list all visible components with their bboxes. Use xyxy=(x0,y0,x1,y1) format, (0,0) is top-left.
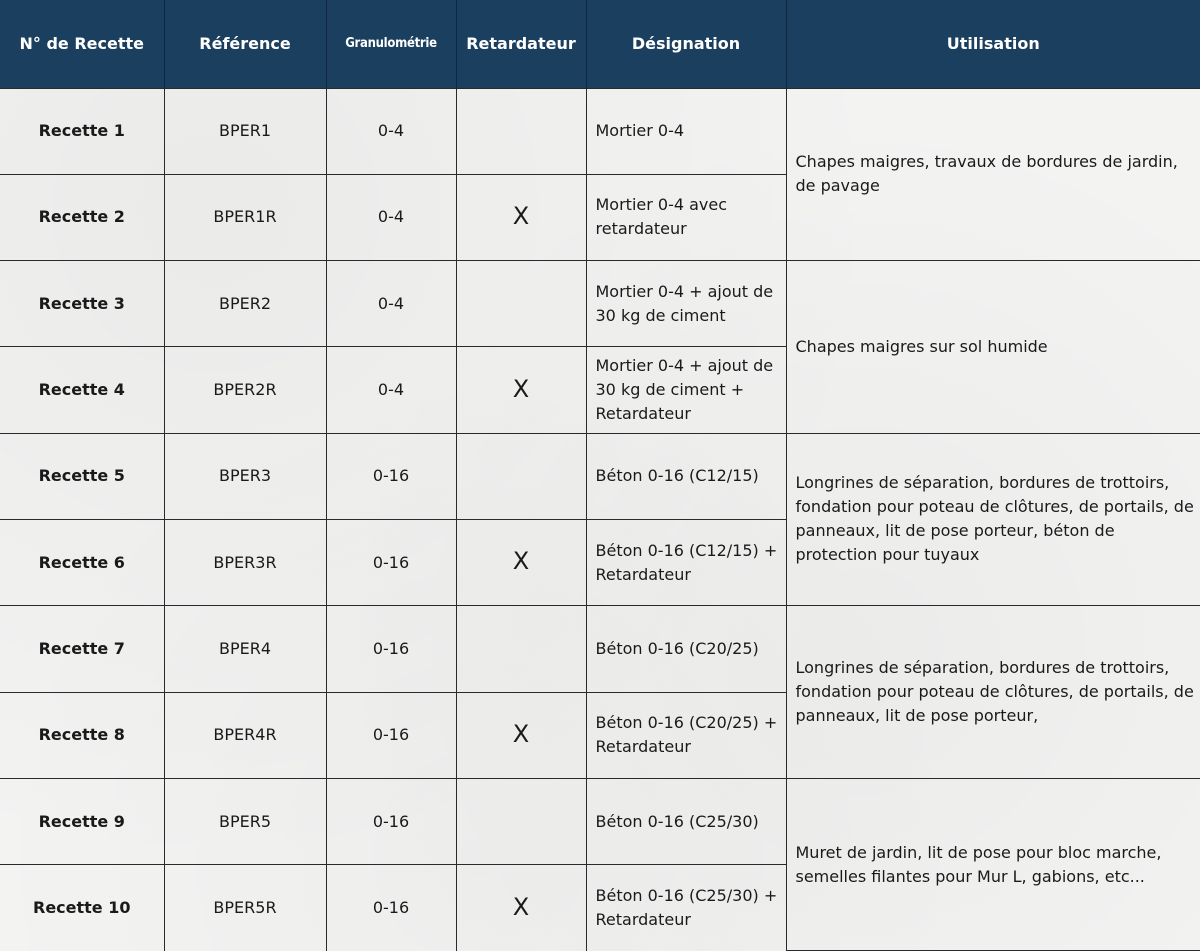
granulometry-cell: 0-16 xyxy=(326,606,456,692)
retarder-cell xyxy=(456,606,586,692)
recipe-number-cell: Recette 1 xyxy=(0,88,164,174)
header-reference: Référence xyxy=(164,0,326,88)
usage-cell: Chapes maigres sur sol humide xyxy=(786,261,1200,434)
granulometry-cell: 0-16 xyxy=(326,519,456,605)
header-granulometry: Granulométrie xyxy=(326,0,456,88)
retarder-cell xyxy=(456,692,586,778)
granulometry-cell: 0-4 xyxy=(326,261,456,347)
reference-cell: BPER4 xyxy=(164,606,326,692)
granulometry-cell: 0-4 xyxy=(326,347,456,433)
retarder-cell xyxy=(456,778,586,864)
granulometry-cell: 0-4 xyxy=(326,174,456,260)
header-usage: Utilisation xyxy=(786,0,1200,88)
retarder-mark: X xyxy=(512,547,530,576)
retarder-mark: X xyxy=(512,719,530,748)
usage-cell: Longrines de séparation, bordures de trottoirs, fondation pour poteau de clôtures, de portails, de panneaux, lit de pose porteur, xyxy=(786,606,1200,779)
recipe-number-cell: Recette 10 xyxy=(0,865,164,951)
recipe-number-cell: Recette 8 xyxy=(0,692,164,778)
header-designation: Désignation xyxy=(586,0,786,88)
table-body xyxy=(0,88,1200,951)
retarder-cell xyxy=(456,347,586,433)
designation-cell: Béton 0-16 (C12/15) + Retardateur xyxy=(586,519,786,605)
retarder-mark: X xyxy=(512,892,530,921)
recipe-number-cell: Recette 9 xyxy=(0,778,164,864)
designation-cell: Mortier 0-4 + ajout de 30 kg de ciment + Retardateur xyxy=(586,347,786,433)
retarder-cell xyxy=(456,88,586,174)
designation-cell: Mortier 0-4 xyxy=(586,88,786,174)
reference-cell: BPER2R xyxy=(164,347,326,433)
retarder-cell xyxy=(456,519,586,605)
reference-cell: BPER5R xyxy=(164,865,326,951)
table-header xyxy=(0,0,1200,88)
retarder-cell xyxy=(456,865,586,951)
recipe-number-cell: Recette 3 xyxy=(0,261,164,347)
retarder-mark: X xyxy=(512,201,530,230)
designation-cell: Béton 0-16 (C20/25) xyxy=(586,606,786,692)
retarder-cell xyxy=(456,174,586,260)
reference-cell: BPER1R xyxy=(164,174,326,260)
retarder-mark: X xyxy=(512,374,530,403)
table-row xyxy=(0,261,1200,347)
usage-cell: Muret de jardin, lit de pose pour bloc marche, semelles filantes pour Mur L, gabions, etc... xyxy=(786,778,1200,951)
header-retarder: Retardateur xyxy=(456,0,586,88)
granulometry-cell: 0-16 xyxy=(326,778,456,864)
reference-cell: BPER3 xyxy=(164,433,326,519)
table-row xyxy=(0,433,1200,519)
reference-cell: BPER3R xyxy=(164,519,326,605)
retarder-cell xyxy=(456,261,586,347)
designation-cell: Mortier 0-4 + ajout de 30 kg de ciment xyxy=(586,261,786,347)
usage-cell: Chapes maigres, travaux de bordures de jardin, de pavage xyxy=(786,88,1200,261)
designation-cell: Béton 0-16 (C25/30) + Retardateur xyxy=(586,865,786,951)
retarder-cell xyxy=(456,433,586,519)
reference-cell: BPER1 xyxy=(164,88,326,174)
reference-cell: BPER2 xyxy=(164,261,326,347)
recipe-number-cell: Recette 2 xyxy=(0,174,164,260)
granulometry-cell: 0-16 xyxy=(326,692,456,778)
designation-cell: Béton 0-16 (C25/30) xyxy=(586,778,786,864)
header-recipe-number: N° de Recette xyxy=(0,0,164,88)
designation-cell: Béton 0-16 (C20/25) + Retardateur xyxy=(586,692,786,778)
designation-cell: Béton 0-16 (C12/15) xyxy=(586,433,786,519)
usage-cell: Longrines de séparation, bordures de trottoirs, fondation pour poteau de clôtures, de portails, de panneaux, lit de pose porteur, béton de protection pour tuyaux xyxy=(786,433,1200,606)
reference-cell: BPER4R xyxy=(164,692,326,778)
designation-cell: Mortier 0-4 avec retardateur xyxy=(586,174,786,260)
granulometry-cell: 0-16 xyxy=(326,433,456,519)
recipe-number-cell: Recette 4 xyxy=(0,347,164,433)
recipe-number-cell: Recette 6 xyxy=(0,519,164,605)
reference-cell: BPER5 xyxy=(164,778,326,864)
table-row xyxy=(0,778,1200,864)
granulometry-cell: 0-4 xyxy=(326,88,456,174)
recipe-number-cell: Recette 7 xyxy=(0,606,164,692)
recipe-number-cell: Recette 5 xyxy=(0,433,164,519)
table-row xyxy=(0,606,1200,692)
table-row xyxy=(0,88,1200,174)
granulometry-cell: 0-16 xyxy=(326,865,456,951)
header-row xyxy=(0,0,1200,88)
